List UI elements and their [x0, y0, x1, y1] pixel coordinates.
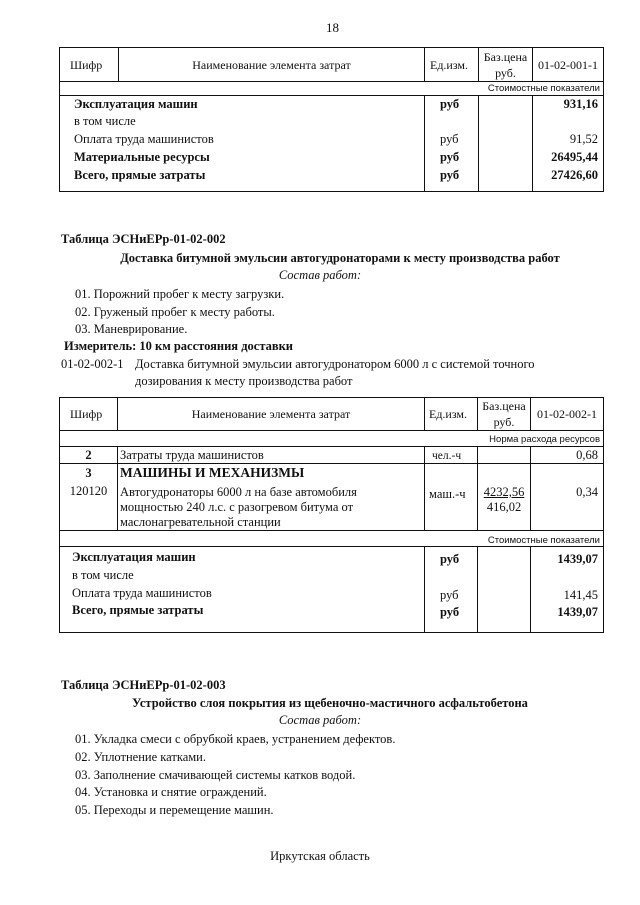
machine-price: 4232,56	[483, 485, 525, 499]
works-heading: Состав работ:	[278, 713, 362, 727]
row-label: Материальные ресурсы	[74, 150, 210, 164]
machine-price-2: 416,02	[486, 500, 522, 514]
works-heading: Состав работ:	[278, 268, 362, 282]
row-value: 931,16	[563, 97, 598, 111]
item-code: 01-02-002-1	[61, 357, 124, 371]
col-name-header: Наименование элемента затрат	[192, 58, 351, 72]
row-label: в том числе	[74, 114, 136, 128]
section-cost-indicators: Стоимостные показатели	[487, 535, 600, 546]
col-unit-header: Ед.изм.	[430, 58, 469, 72]
table-2-title: Таблица ЭСНиЕРр-01-02-002	[61, 232, 226, 246]
labor-unit: чел.-ч	[432, 450, 462, 462]
row-unit: руб	[440, 97, 460, 111]
row-value: 91,52	[569, 132, 598, 146]
work-item: 01. Порожний пробег к месту загрузки.	[75, 287, 285, 301]
section-cost-indicators: Стоимостные показатели	[487, 83, 600, 94]
machine-name-3: маслонагревательной станции	[120, 515, 281, 529]
col-price-header-1: Баз.цена	[483, 50, 528, 64]
machine-name-2: мощностью 240 л.с. с разогревом битума от	[120, 500, 354, 514]
row-unit: руб	[440, 150, 460, 164]
work-item: 03. Маневрирование.	[75, 322, 188, 336]
row-value: 27426,60	[551, 168, 598, 182]
row-label: в том числе	[72, 568, 134, 582]
measure-unit: Измеритель: 10 км расстояния доставки	[64, 339, 294, 353]
row-label: Всего, прямые затраты	[72, 603, 204, 617]
row-label: Оплата труда машинистов	[72, 586, 212, 600]
work-item: 05. Переходы и перемещение машин.	[75, 803, 274, 817]
page-footer: Иркутская область	[270, 849, 370, 863]
item-description-1: Доставка битумной эмульсии автогудронатором 6000 л с системой точного	[135, 357, 535, 371]
row-value: 1439,07	[557, 552, 598, 566]
row-label: Оплата труда машинистов	[74, 132, 214, 146]
col-id-header: 01-02-001-1	[538, 58, 598, 72]
row-label: Всего, прямые затраты	[74, 168, 206, 182]
row-unit: руб	[440, 605, 460, 619]
table-2-subtitle: Доставка битумной эмульсии автогудронаторами к месту производства работ	[120, 251, 560, 265]
row-label: Эксплуатация машин	[72, 550, 196, 564]
col-price-header-1: Баз.цена	[482, 399, 526, 413]
work-item: 03. Заполнение смачивающей системы катков водой.	[75, 768, 356, 782]
machine-code: 120120	[69, 484, 108, 498]
section-resource-norms: Норма расхода ресурсов	[489, 434, 600, 445]
col-unit-header: Ед.изм.	[429, 407, 468, 421]
machine-name-1: Автогудронаторы 6000 л на базе автомобиля	[120, 485, 357, 499]
work-item: 02. Уплотнение катками.	[75, 750, 206, 764]
work-item: 01. Укладка смеси с обрубкой краев, устранением дефектов.	[75, 732, 396, 746]
col-id-header: 01-02-002-1	[537, 407, 597, 421]
row-unit: руб	[440, 552, 460, 566]
row-unit: руб	[440, 132, 459, 146]
row-value: 141,45	[563, 588, 598, 602]
labor-value: 0,68	[576, 448, 598, 462]
machines-header: МАШИНЫ И МЕХАНИЗМЫ	[120, 465, 305, 480]
labor-code: 2	[85, 448, 92, 462]
col-price-header-2: руб.	[493, 415, 515, 429]
machine-value: 0,34	[576, 485, 598, 499]
row-value: 26495,44	[551, 150, 598, 164]
labor-name: Затраты труда машинистов	[120, 448, 264, 462]
col-code-header: Шифр	[70, 407, 103, 421]
table-3-title: Таблица ЭСНиЕРр-01-02-003	[61, 678, 226, 692]
row-unit: руб	[440, 588, 459, 602]
row-unit: руб	[440, 168, 460, 182]
col-name-header: Наименование элемента затрат	[191, 407, 351, 421]
page-number: 18	[326, 20, 339, 35]
row-value: 1439,07	[557, 605, 598, 619]
col-price-header-2: руб.	[495, 66, 516, 80]
col-code-header: Шифр	[70, 58, 103, 72]
machine-unit: маш.-ч	[429, 487, 466, 501]
work-item: 02. Груженый пробег к месту работы.	[75, 305, 275, 319]
item-description-2: дозирования к месту производства работ	[135, 374, 353, 388]
machines-code: 3	[85, 466, 92, 480]
table-3-subtitle: Устройство слоя покрытия из щебеночно-мастичного асфальтобетона	[132, 696, 528, 710]
work-item: 04. Установка и снятие ограждений.	[75, 785, 267, 799]
row-label: Эксплуатация машин	[74, 97, 198, 111]
